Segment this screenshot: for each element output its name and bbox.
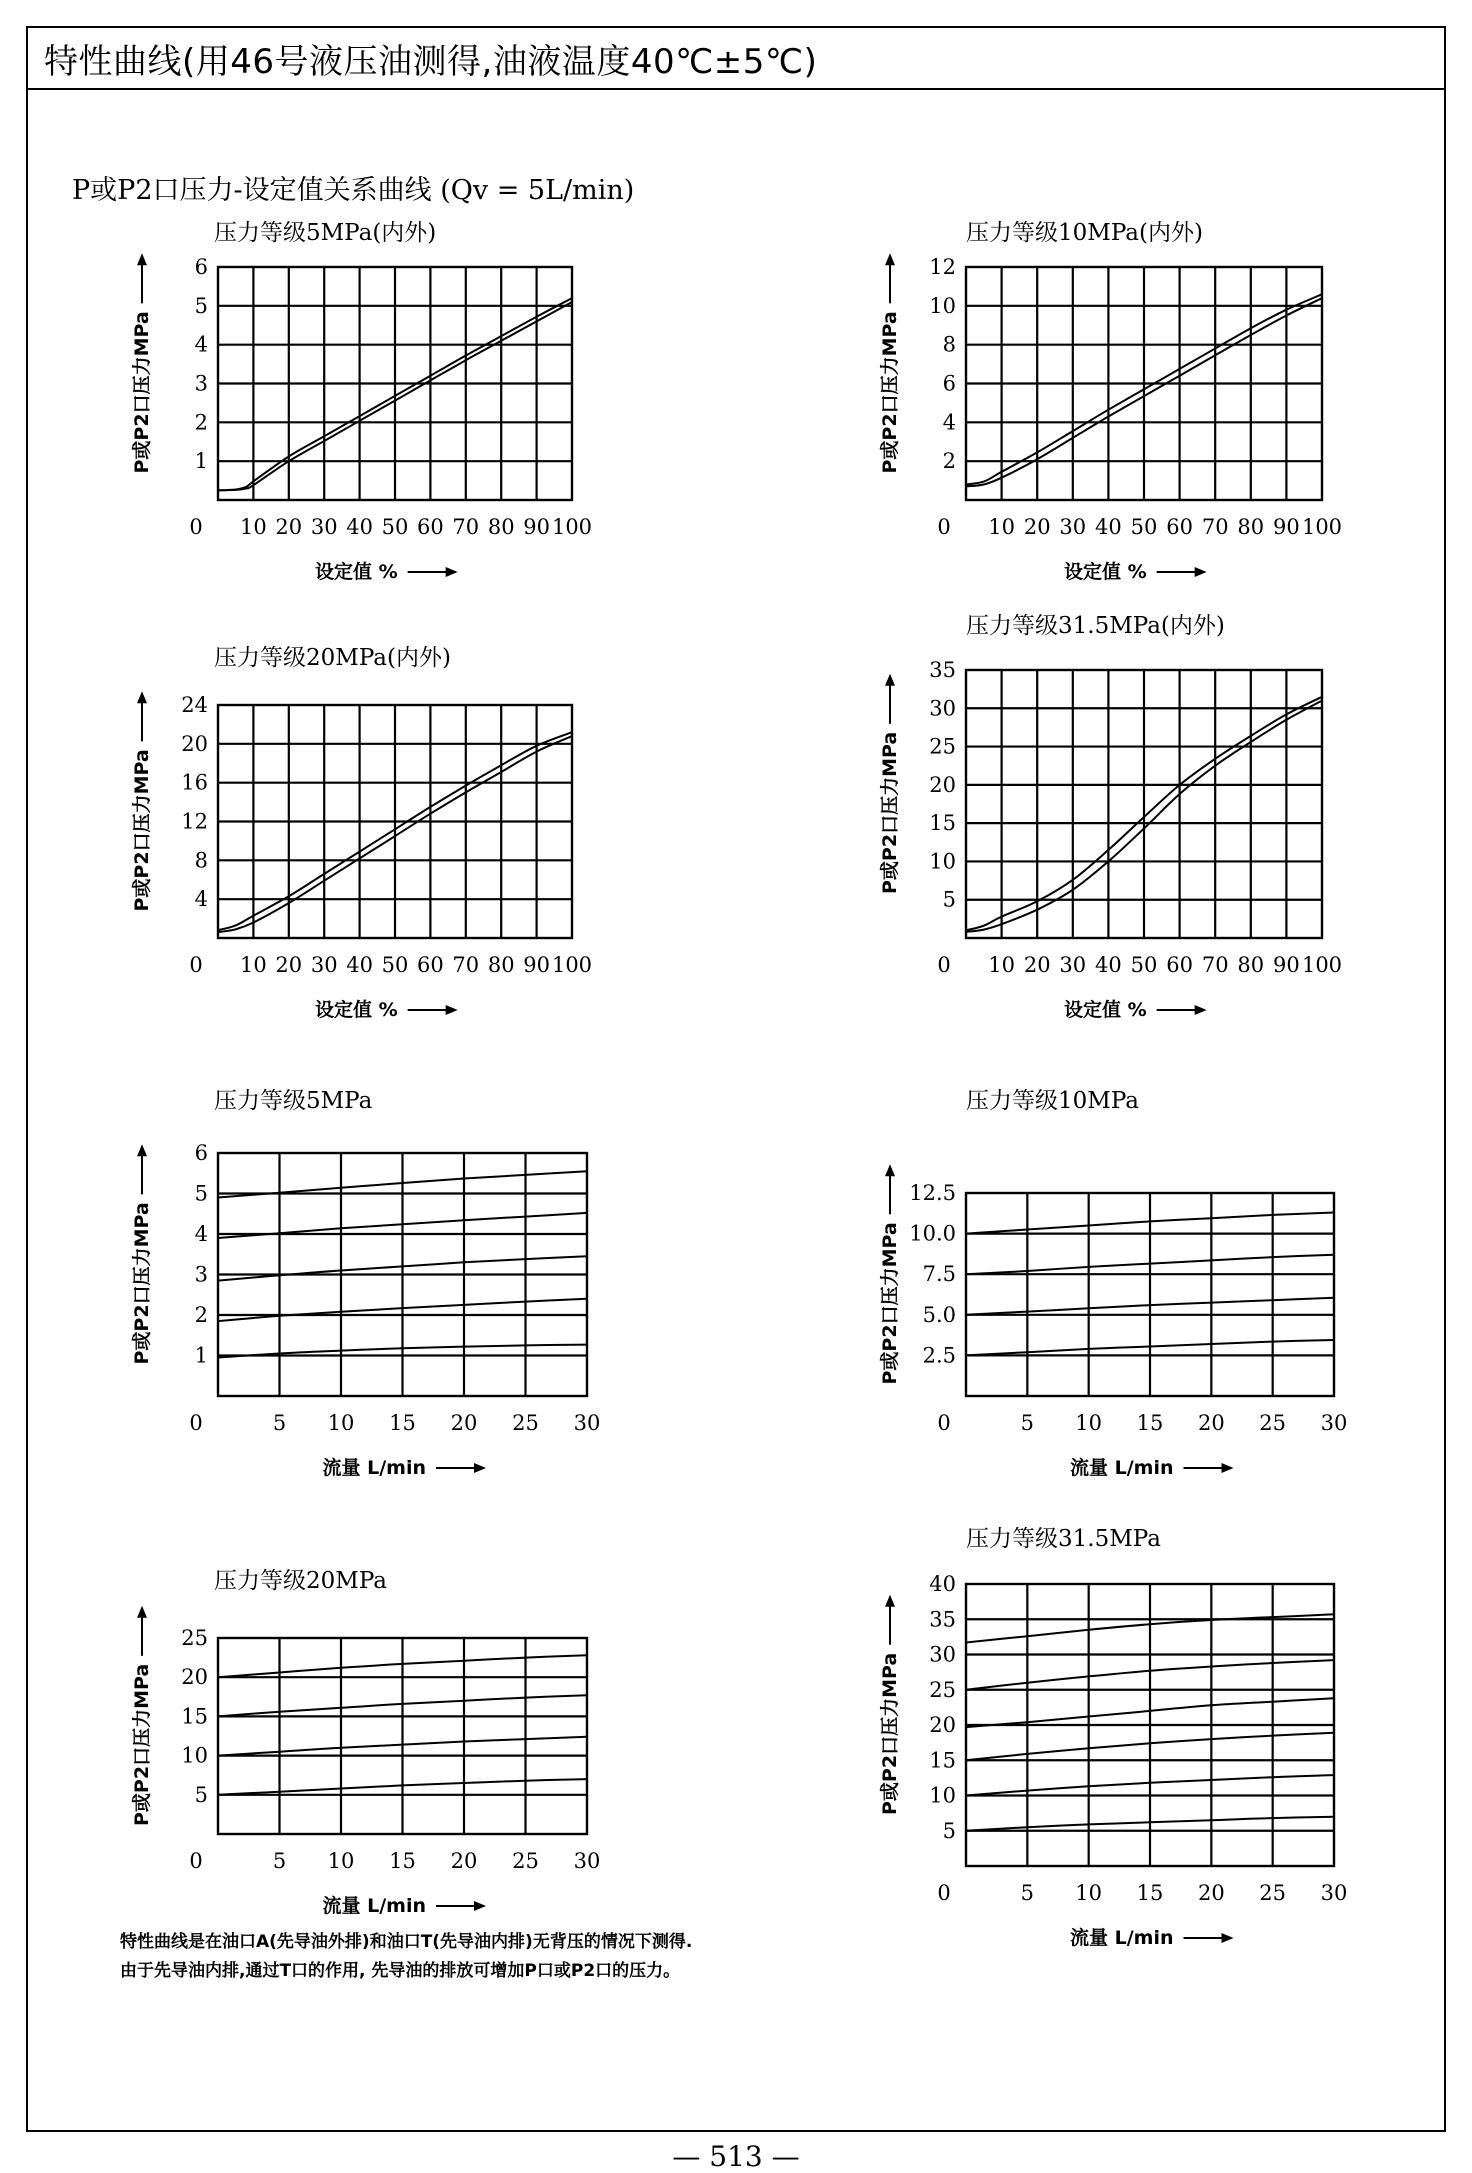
x-axis-label: 流量 L/min [1070, 1927, 1174, 1949]
y-tick-label: 6 [194, 255, 208, 279]
y-tick-label: 6 [942, 371, 956, 396]
x-tick-label: 20 [1197, 1881, 1225, 1905]
chart-8 [878, 1526, 1347, 1949]
x-tick-label: 5 [1020, 1411, 1035, 1435]
y-tick-label: 2 [942, 449, 956, 474]
x-tick-label: 40 [346, 515, 373, 539]
x-axis-arrow-head [474, 1901, 486, 1911]
chart-3 [130, 645, 592, 1021]
section-title: P或P2口压力-设定值关系曲线 (Qv = 5L/min) [72, 175, 635, 206]
chart-1 [130, 220, 592, 583]
y-tick-label: 40 [929, 1572, 956, 1596]
y-tick-label: 15 [929, 811, 956, 836]
x-tick-label: 10 [327, 1411, 355, 1435]
footnote [120, 1928, 692, 1986]
chart-2 [878, 220, 1342, 583]
page-title: 特性曲线(用46号液压油测得,油液温度40℃±5℃) [44, 42, 818, 82]
y-tick-label: 5 [194, 1181, 208, 1206]
x-tick-label: 30 [1059, 953, 1087, 977]
x-tick-label: 40 [346, 953, 373, 977]
x-tick-label: 90 [523, 953, 550, 977]
x-tick-label: 30 [573, 1411, 601, 1435]
y-tick-label: 16 [181, 770, 208, 795]
origin-tick-label: 0 [189, 953, 203, 977]
y-tick-label: 4 [194, 1222, 208, 1246]
y-tick-label: 2 [194, 1303, 208, 1327]
y-tick-label: 5 [194, 1782, 208, 1807]
y-axis-label: P或P2口压力MPa [131, 749, 153, 912]
x-tick-label: 30 [573, 1849, 601, 1873]
x-tick-label: 70 [1201, 953, 1229, 977]
origin-tick-label: 0 [189, 515, 203, 539]
x-axis-label: 设定值 % [315, 999, 398, 1021]
chart-title: 压力等级20MPa [214, 1568, 387, 1594]
chart-5 [130, 1088, 600, 1479]
y-axis-arrow-head [885, 253, 895, 265]
page-number: — 513 — [672, 2140, 800, 2173]
footnote-line: 由于先导油内排,通过T口的作用, 先导油的排放可增加P口或P2口的压力。 [120, 1961, 681, 1981]
chart-title: 压力等级5MPa(内外) [214, 220, 437, 246]
x-tick-label: 5 [272, 1849, 287, 1873]
y-tick-label: 25 [181, 1626, 208, 1650]
y-tick-label: 25 [929, 1677, 956, 1702]
x-axis-label: 流量 L/min [322, 1895, 426, 1917]
chart-title: 压力等级31.5MPa(内外) [966, 613, 1225, 639]
x-tick-label: 5 [272, 1411, 287, 1435]
x-tick-label: 90 [523, 515, 550, 539]
x-axis-label: 流量 L/min [1070, 1457, 1174, 1479]
y-axis-label: P或P2口压力MPa [131, 1663, 153, 1826]
x-axis-arrow-head [474, 1463, 486, 1473]
y-tick-label: 12 [181, 809, 208, 834]
y-tick-label: 15 [181, 1704, 208, 1729]
x-tick-label: 70 [452, 515, 480, 539]
y-tick-label: 20 [181, 1665, 208, 1690]
y-axis-arrow-head [885, 674, 895, 686]
x-tick-label: 30 [310, 953, 338, 977]
y-tick-label: 20 [181, 731, 208, 756]
y-tick-label: 8 [194, 848, 208, 873]
x-axis-arrow-head [446, 567, 458, 577]
y-axis-label: P或P2口压力MPa [879, 311, 901, 474]
x-axis-label: 流量 L/min [322, 1457, 426, 1479]
x-tick-label: 25 [512, 1849, 539, 1873]
x-tick-label: 60 [1166, 953, 1193, 977]
chart-7 [130, 1568, 600, 1917]
x-axis-arrow-head [446, 1005, 458, 1015]
origin-tick-label: 0 [189, 1849, 203, 1873]
x-tick-label: 20 [450, 1849, 478, 1873]
y-tick-label: 10 [929, 849, 956, 874]
chart-6 [878, 1088, 1347, 1479]
x-tick-label: 10 [1075, 1411, 1103, 1435]
x-tick-label: 30 [310, 515, 338, 539]
y-tick-label: 20 [929, 1713, 956, 1737]
y-tick-label: 35 [929, 1607, 956, 1632]
x-tick-label: 100 [551, 515, 593, 539]
x-axis-label: 设定值 % [315, 561, 398, 583]
x-axis-arrow-head [1222, 1933, 1234, 1943]
x-tick-label: 100 [1301, 515, 1343, 539]
origin-tick-label: 0 [937, 953, 951, 977]
x-tick-label: 20 [275, 953, 303, 977]
x-tick-label: 20 [1023, 515, 1051, 539]
x-tick-label: 15 [1136, 1881, 1164, 1905]
x-tick-label: 20 [1197, 1411, 1225, 1435]
y-tick-label: 5.0 [922, 1302, 956, 1327]
origin-tick-label: 0 [937, 1881, 951, 1905]
x-tick-label: 25 [1259, 1881, 1287, 1905]
y-tick-label: 5 [194, 293, 208, 318]
x-tick-label: 25 [512, 1411, 539, 1435]
y-axis-label: P或P2口压力MPa [131, 311, 153, 474]
x-axis-label: 设定值 % [1064, 999, 1147, 1021]
x-tick-label: 10 [988, 515, 1015, 539]
x-tick-label: 60 [417, 953, 444, 977]
y-tick-label: 7.5 [922, 1262, 956, 1287]
x-tick-label: 5 [1020, 1881, 1035, 1905]
x-tick-label: 90 [1273, 953, 1300, 977]
x-tick-label: 50 [1130, 953, 1158, 977]
x-tick-label: 15 [389, 1411, 416, 1435]
y-tick-label: 30 [929, 1642, 956, 1667]
y-axis-arrow-head [137, 1606, 147, 1618]
y-tick-label: 3 [194, 371, 208, 396]
x-tick-label: 10 [327, 1849, 355, 1873]
chart-title: 压力等级10MPa [966, 1088, 1139, 1114]
footnote-line: 特性曲线是在油口A(先导油外排)和油口T(先导油内排)无背压的情况下测得. [120, 1932, 693, 1952]
y-axis-arrow-head [137, 691, 147, 703]
x-tick-label: 20 [275, 515, 303, 539]
y-axis-arrow-head [137, 253, 147, 265]
x-tick-label: 30 [1320, 1881, 1348, 1905]
y-tick-label: 3 [194, 1262, 208, 1287]
x-tick-label: 30 [1059, 515, 1087, 539]
y-tick-label: 2 [194, 410, 208, 435]
x-tick-label: 70 [452, 953, 480, 977]
x-tick-label: 40 [1095, 515, 1122, 539]
y-tick-label: 10.0 [909, 1221, 956, 1246]
x-tick-label: 70 [1201, 515, 1229, 539]
y-axis-label: P或P2口压力MPa [879, 1652, 901, 1815]
y-tick-label: 1 [194, 449, 208, 474]
y-tick-label: 8 [942, 332, 956, 357]
x-tick-label: 50 [1130, 515, 1158, 539]
x-tick-label: 60 [417, 515, 444, 539]
x-tick-label: 10 [240, 953, 267, 977]
y-tick-label: 15 [929, 1748, 956, 1773]
y-tick-label: 1 [194, 1343, 208, 1368]
chart-title: 压力等级5MPa [214, 1088, 373, 1114]
chart-title: 压力等级31.5MPa [966, 1526, 1161, 1552]
x-tick-label: 40 [1095, 953, 1122, 977]
x-tick-label: 60 [1166, 515, 1193, 539]
x-tick-label: 25 [1259, 1411, 1287, 1435]
x-tick-label: 100 [551, 953, 593, 977]
y-tick-label: 5 [942, 1818, 956, 1843]
y-tick-label: 10 [929, 1783, 956, 1808]
y-tick-label: 20 [929, 772, 956, 797]
x-tick-label: 80 [487, 953, 515, 977]
y-tick-label: 2.5 [922, 1343, 956, 1368]
x-tick-label: 20 [1023, 953, 1051, 977]
y-tick-label: 24 [181, 693, 208, 717]
x-axis-arrow-head [1195, 567, 1207, 577]
y-tick-label: 30 [929, 696, 956, 721]
y-tick-label: 10 [181, 1743, 208, 1768]
x-axis-label: 设定值 % [1064, 561, 1147, 583]
y-tick-label: 4 [194, 887, 208, 912]
y-axis-label: P或P2口压力MPa [879, 731, 901, 894]
y-axis-arrow-head [885, 1595, 895, 1607]
x-tick-label: 30 [1320, 1411, 1348, 1435]
chart-4 [878, 613, 1342, 1021]
x-axis-arrow-head [1195, 1005, 1207, 1015]
x-axis-arrow-head [1222, 1463, 1234, 1473]
y-axis-arrow-head [885, 1164, 895, 1176]
x-tick-label: 15 [389, 1849, 416, 1873]
chart-title: 压力等级20MPa(内外) [214, 645, 451, 671]
y-tick-label: 5 [942, 887, 956, 912]
origin-tick-label: 0 [189, 1411, 203, 1435]
x-tick-label: 10 [988, 953, 1015, 977]
x-tick-label: 90 [1273, 515, 1300, 539]
x-tick-label: 80 [1237, 953, 1265, 977]
origin-tick-label: 0 [937, 1411, 951, 1435]
x-tick-label: 10 [1075, 1881, 1103, 1905]
y-tick-label: 4 [942, 410, 956, 435]
origin-tick-label: 0 [937, 515, 951, 539]
x-tick-label: 10 [240, 515, 267, 539]
x-tick-label: 15 [1136, 1411, 1164, 1435]
y-tick-label: 25 [929, 734, 956, 759]
y-axis-label: P或P2口压力MPa [131, 1202, 153, 1365]
y-tick-label: 35 [929, 658, 956, 682]
x-tick-label: 100 [1301, 953, 1343, 977]
y-tick-label: 4 [194, 332, 208, 357]
x-tick-label: 20 [450, 1411, 478, 1435]
y-tick-label: 12.5 [909, 1181, 956, 1205]
x-tick-label: 80 [1237, 515, 1265, 539]
chart-title: 压力等级10MPa(内外) [966, 220, 1203, 246]
y-tick-label: 12 [929, 255, 956, 279]
x-tick-label: 50 [381, 515, 409, 539]
y-tick-label: 6 [194, 1141, 208, 1165]
y-tick-label: 10 [929, 293, 956, 318]
y-axis-arrow-head [137, 1144, 147, 1156]
x-tick-label: 80 [487, 515, 515, 539]
x-tick-label: 50 [381, 953, 409, 977]
y-axis-label: P或P2口压力MPa [879, 1222, 901, 1385]
